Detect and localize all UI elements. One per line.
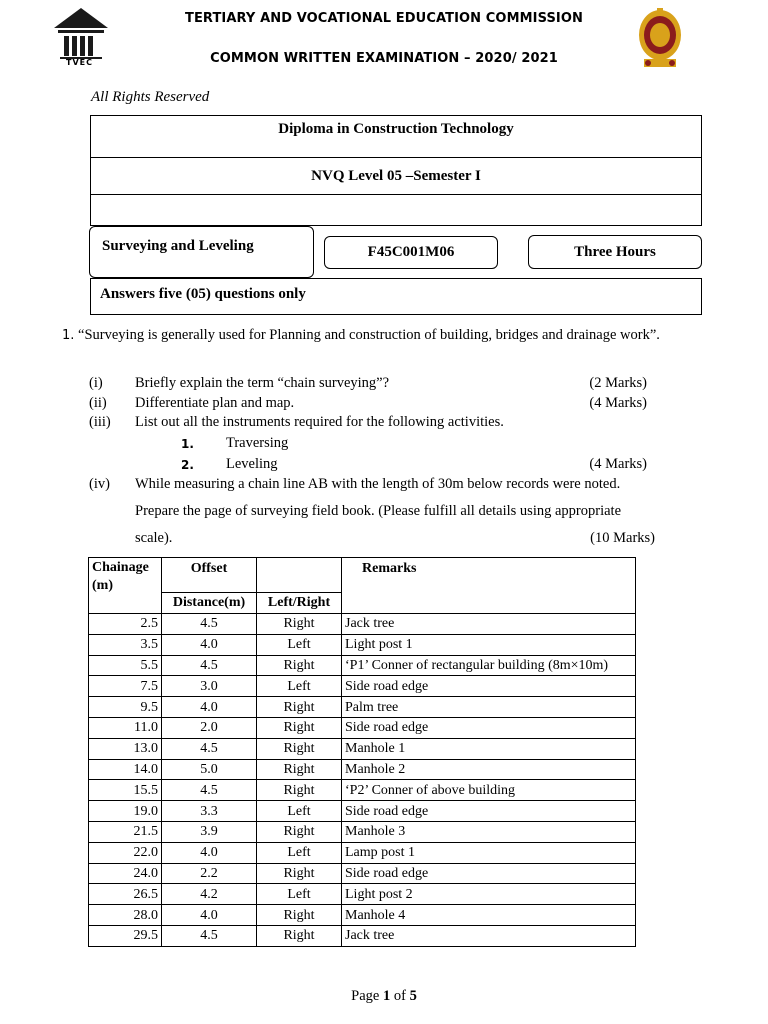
part-ii-roman: (ii) [89, 395, 107, 411]
side-cell: Right [257, 738, 342, 759]
question-1-intro [62, 321, 678, 350]
offset-header [162, 558, 257, 593]
table-row [89, 780, 636, 801]
table-row [89, 634, 636, 655]
chainage-cell: 28.0 [89, 905, 162, 926]
offset-header-label: Offset [190, 561, 228, 576]
chainage-cell: 14.0 [89, 759, 162, 780]
remarks-header [342, 558, 636, 614]
part-iv-roman: (iv) [89, 476, 110, 492]
field-book-body [89, 614, 636, 947]
tvec-logo-text: TVEC [66, 58, 93, 67]
distance-cell: 5.0 [162, 759, 257, 780]
distance-cell: 4.5 [162, 925, 257, 946]
chainage-cell: 22.0 [89, 842, 162, 863]
activity-1-number: 1. [181, 437, 194, 451]
remarks-cell: Side road edge [342, 717, 636, 738]
duration: Three Hours [574, 243, 656, 260]
chainage-cell: 29.5 [89, 925, 162, 946]
chainage-cell: 15.5 [89, 780, 162, 801]
exam-title: COMMON WRITTEN EXAMINATION – 2020/ 2021 [210, 51, 558, 66]
chainage-cell: 24.0 [89, 863, 162, 884]
side-cell: Right [257, 717, 342, 738]
distance-cell: 4.0 [162, 842, 257, 863]
chainage-cell: 3.5 [89, 634, 162, 655]
remarks-cell: ‘P1’ Conner of rectangular building (8m×10m) [342, 655, 636, 676]
side-cell: Right [257, 614, 342, 635]
remarks-cell: Manhole 2 [342, 759, 636, 780]
table-row [89, 821, 636, 842]
chainage-header [89, 558, 162, 614]
distance-cell: 4.5 [162, 614, 257, 635]
chainage-header-label: Chainage [92, 560, 149, 575]
chainage-cell: 7.5 [89, 676, 162, 697]
table-row [89, 884, 636, 905]
chainage-cell: 11.0 [89, 717, 162, 738]
part-i-marks: (2 Marks) [589, 375, 647, 391]
side-cell: Right [257, 780, 342, 801]
remarks-cell: Jack tree [342, 614, 636, 635]
part-iii-roman: (iii) [89, 414, 111, 430]
remarks-cell: Side road edge [342, 676, 636, 697]
field-book-table [88, 557, 636, 947]
part-i-text: Briefly explain the term “chain surveying”? [135, 375, 390, 391]
part-iv-text-3: scale). [135, 530, 173, 546]
remarks-cell: Lamp post 1 [342, 842, 636, 863]
side-cell: Right [257, 925, 342, 946]
blank-row [90, 194, 702, 226]
chainage-cell: 13.0 [89, 738, 162, 759]
chainage-cell: 19.0 [89, 801, 162, 822]
question-intro-text: “Surveying is generally used for Planning and construction of building, bridges and drainage work”. [78, 327, 660, 343]
table-row [89, 801, 636, 822]
instruction: Answers five (05) questions only [100, 286, 306, 302]
distance-cell: 4.0 [162, 634, 257, 655]
distance-cell: 4.2 [162, 884, 257, 905]
distance-cell: 2.0 [162, 717, 257, 738]
distance-cell: 3.0 [162, 676, 257, 697]
chainage-cell: 2.5 [89, 614, 162, 635]
chainage-cell: 9.5 [89, 697, 162, 718]
remarks-cell: Palm tree [342, 697, 636, 718]
table-row [89, 676, 636, 697]
remarks-cell: Side road edge [342, 863, 636, 884]
distance-cell: 4.5 [162, 780, 257, 801]
instruction-box [90, 278, 702, 315]
course-level: NVQ Level 05 –Semester I [311, 167, 481, 184]
side-cell: Right [257, 905, 342, 926]
table-row [89, 842, 636, 863]
distance-cell: 3.3 [162, 801, 257, 822]
table-header-row [89, 558, 636, 593]
side-cell: Right [257, 759, 342, 780]
side-cell: Right [257, 655, 342, 676]
remarks-cell: Manhole 3 [342, 821, 636, 842]
distance-header: Distance(m) [162, 592, 257, 613]
table-row [89, 697, 636, 718]
remarks-cell: Manhole 4 [342, 905, 636, 926]
distance-cell: 3.9 [162, 821, 257, 842]
table-row [89, 717, 636, 738]
side-cell: Right [257, 821, 342, 842]
side-cell: Left [257, 676, 342, 697]
table-row [89, 738, 636, 759]
chainage-cell: 26.5 [89, 884, 162, 905]
remarks-cell: Jack tree [342, 925, 636, 946]
remarks-cell: Light post 1 [342, 634, 636, 655]
part-iv-marks: (10 Marks) [590, 530, 655, 546]
chainage-cell: 21.5 [89, 821, 162, 842]
question-number: 1. [62, 328, 75, 343]
offset-header-blank [257, 558, 342, 593]
side-cell: Left [257, 884, 342, 905]
part-ii-marks: (4 Marks) [589, 395, 647, 411]
table-row [89, 614, 636, 635]
part-iv-text: While measuring a chain line AB with the length of 30m below records were noted. [135, 476, 621, 492]
activity-2-marks: (4 Marks) [589, 456, 647, 472]
table-row [89, 655, 636, 676]
course-title: Diploma in Construction Technology [278, 121, 514, 137]
side-cell: Right [257, 697, 342, 718]
remarks-header-label: Remarks [362, 561, 417, 576]
footer-page-number: 1 [382, 988, 391, 1004]
chainage-cell: 5.5 [89, 655, 162, 676]
part-i-roman: (i) [89, 375, 103, 391]
page-footer [0, 988, 768, 1005]
commission-title: TERTIARY AND VOCATIONAL EDUCATION COMMISSION [184, 11, 583, 26]
footer-page-word: Page [351, 988, 380, 1004]
remarks-cell: Light post 2 [342, 884, 636, 905]
course-title-box [90, 115, 702, 158]
distance-cell: 2.2 [162, 863, 257, 884]
remarks-cell: Side road edge [342, 801, 636, 822]
chainage-header-unit: (m) [92, 578, 113, 593]
distance-cell: 4.5 [162, 738, 257, 759]
module-code-box [324, 236, 498, 269]
footer-page-total: 5 [409, 988, 417, 1004]
activity-2-label: Leveling [226, 456, 278, 472]
part-iii-text: List out all the instruments required for the following activities. [135, 414, 504, 430]
side-cell: Left [257, 842, 342, 863]
side-cell: Right [257, 863, 342, 884]
remarks-cell: Manhole 1 [342, 738, 636, 759]
module-box [89, 226, 314, 278]
side-cell: Left [257, 634, 342, 655]
part-ii-text: Differentiate plan and map. [135, 395, 295, 411]
distance-cell: 4.0 [162, 905, 257, 926]
course-level-box [90, 157, 702, 195]
duration-box [528, 235, 702, 269]
activity-2-number: 2. [181, 458, 194, 472]
module-name: Surveying and Leveling [102, 238, 254, 254]
rights-notice: All Rights Reserved [91, 89, 210, 105]
distance-cell: 4.5 [162, 655, 257, 676]
side-cell: Left [257, 801, 342, 822]
remarks-cell: ‘P2’ Conner of above building [342, 780, 636, 801]
distance-cell: 4.0 [162, 697, 257, 718]
table-row [89, 863, 636, 884]
module-code: F45C001M06 [367, 244, 455, 260]
footer-of-word: of [393, 988, 406, 1004]
table-row [89, 905, 636, 926]
activity-1-label: Traversing [226, 435, 289, 451]
part-iv-text-2: Prepare the page of surveying field book. (Please fulfill all details using appropriate [135, 503, 622, 519]
table-row [89, 925, 636, 946]
side-header: Left/Right [257, 592, 342, 613]
table-row [89, 759, 636, 780]
